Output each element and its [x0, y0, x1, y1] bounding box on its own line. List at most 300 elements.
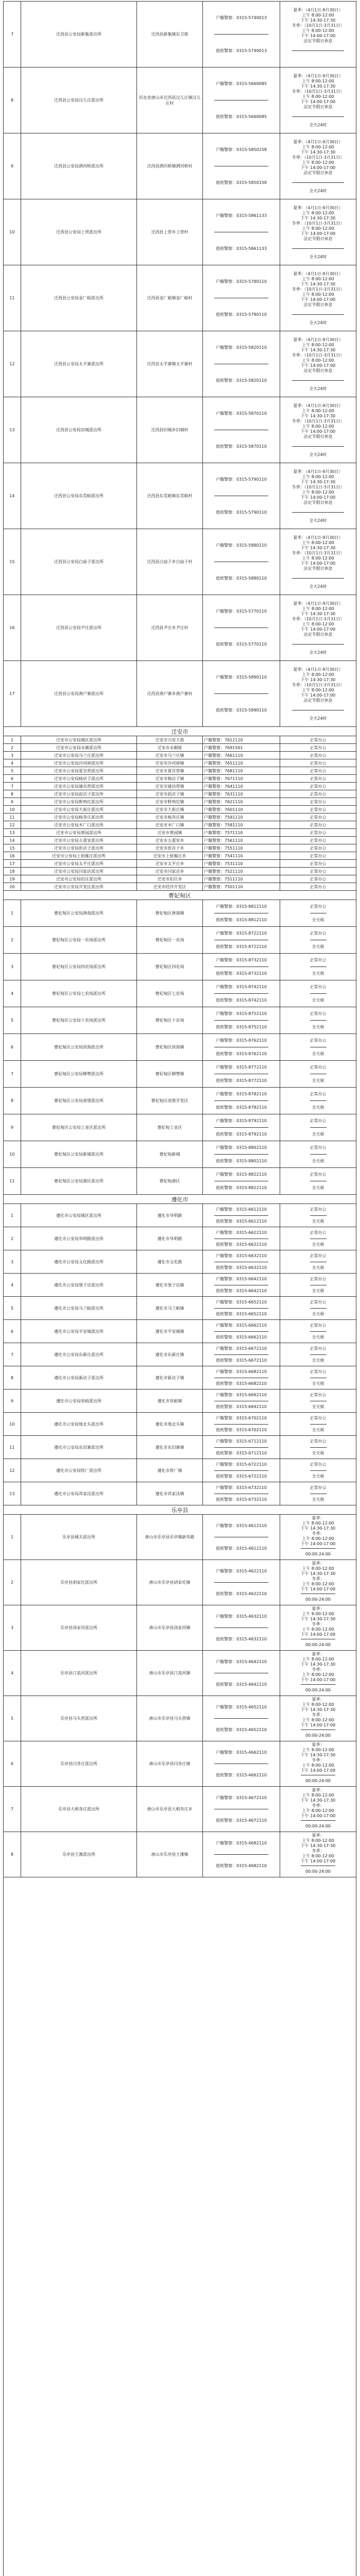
table-row — [4, 1343, 356, 1366]
table-row — [4, 67, 356, 133]
duty-hours: 全天24时 — [309, 716, 327, 721]
station-address: 遵化市地北头镇 — [137, 1413, 203, 1435]
station-name: 遵化市公安局平安城派出所 — [21, 1320, 137, 1343]
station-name: 迁西县公安局旧城派出所 — [21, 397, 137, 463]
household-phone: 户籍警察：0315-6612110 — [214, 1204, 268, 1216]
station-name: 迁安市公安局杨店子派出所 — [21, 775, 137, 782]
station-name: 迁安市公安局彭店子派出所 — [21, 844, 137, 852]
station-phones — [203, 265, 280, 331]
household-phone: 户籍警察：0315-8722110 — [214, 927, 268, 940]
duty-phone: 值班警察：0315-5861133 — [216, 246, 267, 251]
row-index: 10 — [4, 1141, 21, 1167]
household-hours: 夏季：（4月1日-9月30日） 上午 8:00-12:00 下午 14:30-17:30 冬季：（10月1日-3月31日） 上午 8:00-12:00 下午 14:00-17:00 法定节假日休息 — [292, 595, 344, 645]
station-phones — [203, 1832, 280, 1877]
section-body-zunhua — [4, 1204, 356, 1505]
station-phone: 户籍警察：7591110 — [203, 814, 280, 821]
duty-hours: 全天候 — [312, 1265, 324, 1270]
station-name: 迁安市公安局太平庄派出所 — [21, 860, 137, 867]
table-row — [4, 1605, 356, 1651]
section-header-zunhua: 遵化市 — [4, 1195, 356, 1204]
household-phone: 户籍警察：0315-6732110 — [214, 1482, 268, 1494]
station-address: 河北省唐山市迁西县汉儿庄镇汉儿庄村 — [137, 67, 203, 133]
station-name: 乐亭县闫各庄派出所 — [21, 1741, 137, 1786]
station-address: 曹妃甸新城 — [137, 1141, 203, 1167]
duty-hours: 00:00-24:00 — [305, 1869, 331, 1874]
station-phone: 户籍警察：7521110 — [203, 868, 280, 875]
office-hours: 正常办公 — [310, 845, 327, 851]
household-phone: 户籍警察：0315-5861133 — [214, 199, 268, 232]
office-hours — [280, 595, 356, 660]
office-hours: 正常办公 — [310, 784, 327, 789]
station-address: 曹妃甸区滨海镇 — [137, 1034, 203, 1060]
table-row — [4, 1459, 356, 1482]
office-hours — [280, 1389, 356, 1412]
table-row — [4, 1560, 356, 1605]
household-hours: 夏季： 上午 8:00-12:00 下午 14:30-17:30 冬季： 上午 8:00-12:00 下午 14:00-17:00 — [301, 1515, 336, 1549]
station-address: 迁安市建昌营镇 — [137, 783, 203, 790]
row-index: 4 — [4, 980, 21, 1007]
row-index: 5 — [4, 1297, 21, 1319]
row-index: 8 — [4, 790, 21, 798]
station-phones — [203, 331, 280, 397]
table-row — [4, 1389, 356, 1413]
station-phones — [203, 1366, 280, 1389]
household-phone: 户籍警察：0315-6632110 — [214, 1250, 268, 1262]
duty-phone: 值班警察：0315-8812110 — [216, 918, 267, 922]
station-address: 迁安市木厂口镇 — [137, 821, 203, 828]
office-hours — [280, 1832, 356, 1877]
row-index: 15 — [4, 844, 21, 852]
section-body-laoting — [4, 1515, 356, 1877]
row-index: 5 — [4, 767, 21, 774]
duty-phone: 值班警察：0315-6672110 — [216, 1358, 267, 1363]
station-name: 迁安市公安局木厂口派出所 — [21, 821, 137, 828]
office-hours: 正常办公 — [310, 884, 327, 889]
station-name: 遵化市公安局华明路派出所 — [21, 1227, 137, 1250]
row-index: 4 — [4, 1274, 21, 1296]
table-row — [4, 927, 356, 954]
station-name: 迁安市公安局沙河驿派出所 — [21, 759, 137, 767]
station-phone: 户籍警察：7641110 — [203, 783, 280, 790]
row-index: 5 — [4, 1696, 21, 1741]
station-name: 遵化市公安局马兰峪派出所 — [21, 1297, 137, 1319]
duty-phone: 值班警察：0315-8732110 — [216, 971, 267, 976]
duty-hours: 全天候 — [312, 1218, 324, 1224]
table-row — [4, 331, 356, 397]
household-hours: 正常办公 — [310, 1320, 327, 1332]
station-name: 遵化市公安局铁厂派出所 — [21, 1459, 137, 1482]
household-phone: 户籍警察：0315-4662110 — [214, 1741, 268, 1764]
row-index: 9 — [4, 133, 21, 199]
household-phone: 户籍警察：0315-8742110 — [214, 980, 268, 994]
station-phones — [203, 1787, 280, 1832]
row-index: 8 — [4, 67, 21, 133]
station-name: 迁安市公安局永顺派出所 — [21, 744, 137, 751]
station-address: 唐山市乐亭县汀流河镇 — [137, 1651, 203, 1696]
station-phones — [203, 1560, 280, 1605]
station-phones — [203, 1389, 280, 1412]
station-address: 遵化市文化路 — [137, 1250, 203, 1273]
station-address: 迁安市兴安大街 — [137, 736, 203, 743]
office-hours — [280, 1651, 356, 1696]
station-name: 迁西县公安局上营派出所 — [21, 199, 137, 265]
household-phone: 户籍警察：0315-6692110 — [214, 1389, 268, 1401]
table-row — [4, 1696, 356, 1741]
station-phone: 户籍警察：7651110 — [203, 759, 280, 767]
duty-phone: 值班警察：0315-6712110 — [216, 1450, 267, 1455]
table-row — [4, 1141, 356, 1168]
household-hours: 夏季：（4月1日-9月30日） 上午 8:00-12:00 下午 14:30-17:30 冬季：（10月1日-3月31日） 上午 8:00-12:00 下午 14:00-17:00 法定节假日休息 — [292, 331, 344, 381]
duty-phone: 值班警察：0315-8772110 — [216, 1078, 267, 1083]
station-phones — [203, 1515, 280, 1560]
row-index: 19 — [4, 875, 21, 883]
station-name: 曹妃甸区公安局四农场派出所 — [21, 954, 137, 980]
station-address: 遵化市堡子店镇 — [137, 1274, 203, 1296]
duty-phone: 值班警察：0315-5740013 — [216, 48, 267, 53]
row-index: 10 — [4, 199, 21, 265]
office-hours — [280, 1141, 356, 1167]
duty-hours: 全天候 — [312, 1159, 324, 1163]
office-hours — [280, 1413, 356, 1435]
duty-phone: 值班警察：0315-5850158 — [216, 180, 267, 185]
row-index: 9 — [4, 1114, 21, 1141]
station-phones — [203, 529, 280, 595]
row-index: 11 — [4, 814, 21, 821]
table-row — [4, 1007, 356, 1034]
station-address: 迁安市五重安乡 — [137, 837, 203, 844]
station-phones — [203, 954, 280, 980]
office-hours — [280, 529, 356, 595]
household-phone: 户籍警察：0315-4642110 — [214, 1651, 268, 1673]
duty-hours: 全天候 — [312, 918, 324, 922]
household-hours: 正常办公 — [310, 1297, 327, 1309]
household-hours: 夏季：（4月1日-9月30日） 上午 8:00-12:00 下午 14:30-17:30 冬季：（10月1日-3月31日） 上午 8:00-12:00 下午 14:00-17:00 法定节假日休息 — [292, 199, 344, 249]
duty-phone: 值班警察：0315-8752110 — [216, 1025, 267, 1029]
household-phone: 户籍警察：0315-8792110 — [214, 1114, 268, 1128]
household-hours: 夏季： 上午 8:00-12:00 下午 14:30-17:30 冬季： 上午 8:00-12:00 下午 14:00-17:00 — [301, 1787, 336, 1821]
duty-hours: 全天候 — [312, 1404, 324, 1409]
duty-hours: 全天候 — [312, 944, 324, 949]
station-phone: 户籍警察：7581110 — [203, 821, 280, 828]
duty-phone: 值班警察：0315-5870110 — [216, 444, 267, 449]
station-phones — [203, 1436, 280, 1459]
station-name: 曹妃甸区公安局港区派出所 — [21, 1168, 137, 1194]
duty-hours: 全天候 — [312, 1450, 324, 1455]
table-row — [4, 1436, 356, 1459]
station-phones — [203, 1741, 280, 1786]
row-index: 8 — [4, 1366, 21, 1389]
duty-phone: 值班警察：0315-8742110 — [216, 998, 267, 1003]
office-hours — [280, 1227, 356, 1250]
station-phones — [203, 1459, 280, 1482]
household-phone: 户籍警察：0315-8812110 — [214, 900, 268, 913]
household-hours: 正常办公 — [310, 1007, 327, 1021]
table-row — [4, 852, 356, 860]
row-index: 9 — [4, 1389, 21, 1412]
row-index: 5 — [4, 1007, 21, 1033]
table-row — [4, 1651, 356, 1696]
duty-hours: 全天候 — [312, 1381, 324, 1386]
station-name: 迁西县公安局汉儿庄派出所 — [21, 67, 137, 133]
row-index: 8 — [4, 1832, 21, 1877]
section-header-caofeidian: 曹妃甸区 — [4, 891, 356, 900]
office-hours — [280, 1034, 356, 1060]
police-station-table — [3, 1, 356, 2576]
station-phone: 户籍警察：7541110 — [203, 852, 280, 859]
table-row — [4, 767, 356, 775]
station-phones — [203, 1320, 280, 1343]
station-name: 乐亭县胡家坨派出所 — [21, 1560, 137, 1605]
duty-hours: 00:00-24:00 — [305, 1597, 331, 1602]
station-phone: 户籍警察：7681110 — [203, 767, 280, 774]
row-index: 14 — [4, 837, 21, 844]
office-hours — [280, 1204, 356, 1227]
office-hours — [280, 1274, 356, 1296]
row-index: 3 — [4, 752, 21, 759]
office-hours — [280, 1560, 356, 1605]
household-phone: 户籍警察：0315-8822110 — [214, 1168, 268, 1181]
station-phones — [203, 463, 280, 529]
household-hours: 正常办公 — [310, 1389, 327, 1401]
office-hours — [280, 199, 356, 265]
table-row — [4, 1061, 356, 1088]
office-hours — [280, 1741, 356, 1786]
table-row — [4, 1250, 356, 1274]
office-hours — [280, 1787, 356, 1832]
duty-hours: 全天候 — [312, 1358, 324, 1363]
station-address: 遵化市苏家洼镇 — [137, 1482, 203, 1505]
station-name: 曹妃甸区公安局十农场派出所 — [21, 1007, 137, 1033]
row-index: 17 — [4, 860, 21, 867]
office-hours: 正常办公 — [310, 737, 327, 742]
station-address: 迁安市杨各庄镇 — [137, 814, 203, 821]
household-phone: 户籍警察：0315-6642110 — [214, 1274, 268, 1285]
duty-phone: 值班警察：0315-4652110 — [216, 1727, 267, 1732]
station-address: 遵化市东新庄镇 — [137, 1343, 203, 1366]
row-index: 7 — [4, 1343, 21, 1366]
station-phones — [203, 1227, 280, 1250]
household-hours: 正常办公 — [310, 1482, 327, 1494]
station-address: 曹妃甸区一农场 — [137, 927, 203, 953]
station-phone: 户籍警察：7661110 — [203, 752, 280, 759]
table-row — [4, 783, 356, 790]
duty-hours: 全天24时 — [309, 188, 327, 193]
household-hours: 夏季：（4月1日-9月30日） 上午 8:00-12:00 下午 14:30-17:30 冬季：（10月1日-3月31日） 上午 8:00-12:00 下午 14:00-17:00 法定节假日休息 — [292, 2, 344, 51]
duty-phone: 值班警察：0315-4632110 — [216, 1637, 267, 1641]
table-row — [4, 2, 356, 67]
duty-hours: 00:00-24:00 — [305, 1551, 331, 1556]
row-index: 2 — [4, 1227, 21, 1250]
duty-phone: 值班警察：0315-4612110 — [216, 1546, 267, 1551]
office-hours: 正常办公 — [310, 760, 327, 766]
household-phone: 户籍警察：0315-8782110 — [214, 1088, 268, 1101]
section-body-top — [4, 2, 356, 727]
table-row — [4, 1787, 356, 1832]
station-name: 迁安市公安局马兰庄派出所 — [21, 752, 137, 759]
station-phones — [203, 1250, 280, 1273]
household-hours: 夏季： 上午 8:00-12:00 下午 14:30-17:30 冬季： 上午 8:00-12:00 下午 14:00-17:00 — [301, 1605, 336, 1639]
station-phone: 户籍警察：7612110 — [203, 736, 280, 743]
duty-hours: 全天候 — [312, 1288, 324, 1293]
office-hours — [280, 1250, 356, 1273]
station-name: 遵化市公安局党峪派出所 — [21, 1389, 137, 1412]
station-name: 曹妃甸区公安局工业区派出所 — [21, 1114, 137, 1141]
duty-phone: 值班警察：0315-5790110 — [216, 510, 267, 515]
household-phone: 户籍警察：0315-5740013 — [214, 2, 268, 35]
row-index: 1 — [4, 1204, 21, 1227]
station-name: 乐亭县汤家河派出所 — [21, 1605, 137, 1650]
office-hours — [280, 397, 356, 463]
station-address: 迁安市夏官营镇 — [137, 767, 203, 774]
station-address: 迁西县渔户寨乡渔户寨村 — [137, 661, 203, 726]
household-phone: 户籍警察：0315-6652110 — [214, 1297, 268, 1309]
row-index: 13 — [4, 397, 21, 463]
station-address: 迁安市马兰庄镇 — [137, 752, 203, 759]
row-index: 7 — [4, 783, 21, 790]
duty-hours: 全天24时 — [309, 518, 327, 523]
household-phone: 户籍警察：0315-5850158 — [214, 133, 268, 166]
station-address: 唐山市乐亭县马头营镇 — [137, 1696, 203, 1741]
duty-hours: 全天候 — [312, 1427, 324, 1432]
table-row — [4, 1274, 356, 1297]
office-hours — [280, 1320, 356, 1343]
station-name: 遵化市公安局东旧寨派出所 — [21, 1436, 137, 1459]
row-index: 10 — [4, 1413, 21, 1435]
row-index: 16 — [4, 595, 21, 660]
station-address: 迁安市野鸡坨镇 — [137, 798, 203, 805]
duty-hours: 全天候 — [312, 1185, 324, 1190]
row-index: 12 — [4, 821, 21, 828]
household-phone: 户籍警察：0315-5880110 — [214, 529, 268, 562]
station-name: 迁安市公安局开发区派出所 — [21, 883, 137, 890]
duty-hours: 全天24时 — [309, 320, 327, 325]
household-hours: 正常办公 — [310, 1168, 327, 1181]
table-row — [4, 199, 356, 265]
household-hours: 夏季：（4月1日-9月30日） 上午 8:00-12:00 下午 14:30-17:30 冬季：（10月1日-3月31日） 上午 8:00-12:00 下午 14:00-17:00 法定节假日休息 — [292, 265, 344, 315]
household-hours: 正常办公 — [310, 1204, 327, 1216]
office-hours: 正常办公 — [310, 838, 327, 843]
duty-phone: 值班警察：0315-8782110 — [216, 1105, 267, 1110]
household-hours: 正常办公 — [310, 954, 327, 967]
station-name: 遵化市公安局文化路派出所 — [21, 1250, 137, 1273]
office-hours — [280, 67, 356, 133]
station-name: 曹妃甸区公安局新城派出所 — [21, 1141, 137, 1167]
household-hours: 正常办公 — [310, 1227, 327, 1239]
duty-hours: 全天候 — [312, 1311, 324, 1316]
household-phone: 户籍警察：0315-6672110 — [214, 1343, 268, 1355]
station-name: 曹妃甸区公安局一农场派出所 — [21, 927, 137, 953]
household-hours: 正常办公 — [310, 900, 327, 913]
row-index: 11 — [4, 265, 21, 331]
household-hours: 夏季： 上午 8:00-12:00 下午 14:30-17:30 冬季： 上午 8:00-12:00 下午 14:00-17:00 — [301, 1696, 336, 1730]
station-phone: 户籍警察：7511110 — [203, 875, 280, 883]
table-row — [4, 814, 356, 821]
duty-phone: 值班警察：0315-6682110 — [216, 1381, 267, 1386]
row-index: 10 — [4, 806, 21, 813]
office-hours: 正常办公 — [310, 876, 327, 882]
household-hours: 正常办公 — [310, 1061, 327, 1074]
duty-phone: 值班警察：0315-8792110 — [216, 1132, 267, 1137]
station-address: 迁西县旧城乡旧城村 — [137, 397, 203, 463]
station-phones — [203, 1141, 280, 1167]
duty-hours: 全天候 — [312, 971, 324, 976]
station-name: 迁西县公安局渔户寨派出所 — [21, 661, 137, 726]
station-address: 唐山市乐亭县王滩镇 — [137, 1832, 203, 1877]
household-hours: 正常办公 — [310, 1088, 327, 1101]
station-address: 遵化市东旧寨镇 — [137, 1436, 203, 1459]
station-address: 遵化市新店子镇 — [137, 1366, 203, 1389]
table-row — [4, 806, 356, 814]
office-hours — [280, 331, 356, 397]
office-hours — [280, 1605, 356, 1650]
household-phone: 户籍警察：0315-6712110 — [214, 1436, 268, 1448]
station-name: 迁西县公安局新集派出所 — [21, 2, 137, 67]
station-phones — [203, 1651, 280, 1696]
table-row — [4, 775, 356, 783]
station-address: 迁安市赵店子镇 — [137, 790, 203, 798]
row-index: 2 — [4, 744, 21, 751]
office-hours — [280, 1297, 356, 1319]
row-index: 6 — [4, 1034, 21, 1060]
station-name: 遵化市公安局东新庄派出所 — [21, 1343, 137, 1366]
table-row — [4, 265, 356, 331]
household-hours: 正常办公 — [310, 927, 327, 940]
station-phones — [203, 1168, 280, 1194]
duty-hours: 全天候 — [312, 1105, 324, 1110]
station-phones — [203, 199, 280, 265]
row-index: 14 — [4, 463, 21, 529]
table-row — [4, 661, 356, 727]
office-hours: 正常办公 — [310, 869, 327, 874]
office-hours: 正常办公 — [310, 861, 327, 866]
household-hours: 夏季：（4月1日-9月30日） 上午 8:00-12:00 下午 14:30-17:30 冬季：（10月1日-3月31日） 上午 8:00-12:00 下午 14:00-17:00 法定节假日休息 — [292, 661, 344, 710]
household-hours: 正常办公 — [310, 1343, 327, 1355]
household-hours: 正常办公 — [310, 1250, 327, 1262]
office-hours: 正常办公 — [310, 853, 327, 858]
office-hours: 正常办公 — [310, 830, 327, 835]
section-header-qianan: 迁安市 — [4, 727, 356, 736]
station-name: 迁安市公安局杨各庄派出所 — [21, 814, 137, 821]
section-body-qianan — [4, 736, 356, 891]
table-row — [4, 1741, 356, 1787]
duty-hours: 全天24时 — [309, 452, 327, 457]
table-row — [4, 1088, 356, 1114]
row-index: 8 — [4, 1088, 21, 1114]
station-phones — [203, 1696, 280, 1741]
station-address: 曹妃甸工业区 — [137, 1114, 203, 1141]
duty-hours: 全天候 — [312, 1242, 324, 1247]
station-phones — [203, 1413, 280, 1435]
household-phone: 户籍警察：0315-8752110 — [214, 1007, 268, 1021]
office-hours — [280, 1366, 356, 1389]
station-name: 迁西县公安局洒河桥派出所 — [21, 133, 137, 199]
station-address: 迁安市经济开发区 — [137, 883, 203, 890]
office-hours — [280, 927, 356, 953]
duty-phone: 值班警察：0315-5890110 — [216, 708, 267, 713]
duty-phone: 值班警察：0315-4642110 — [216, 1682, 267, 1687]
household-phone: 户籍警察：0315-5780110 — [214, 265, 268, 298]
row-index: 12 — [4, 1459, 21, 1482]
station-address: 迁西县新集镇东卫街 — [137, 2, 203, 67]
station-name: 迁西县公安局尹庄派出所 — [21, 595, 137, 660]
row-index: 9 — [4, 798, 21, 805]
household-phone: 户籍警察：0315-8762110 — [214, 1034, 268, 1047]
station-name: 迁安市公安局赵店子派出所 — [21, 790, 137, 798]
household-hours: 正常办公 — [310, 1141, 327, 1155]
station-phones — [203, 1297, 280, 1319]
station-address: 唐山市乐亭县乐亭镇新华路 — [137, 1515, 203, 1560]
station-phones — [203, 1034, 280, 1060]
